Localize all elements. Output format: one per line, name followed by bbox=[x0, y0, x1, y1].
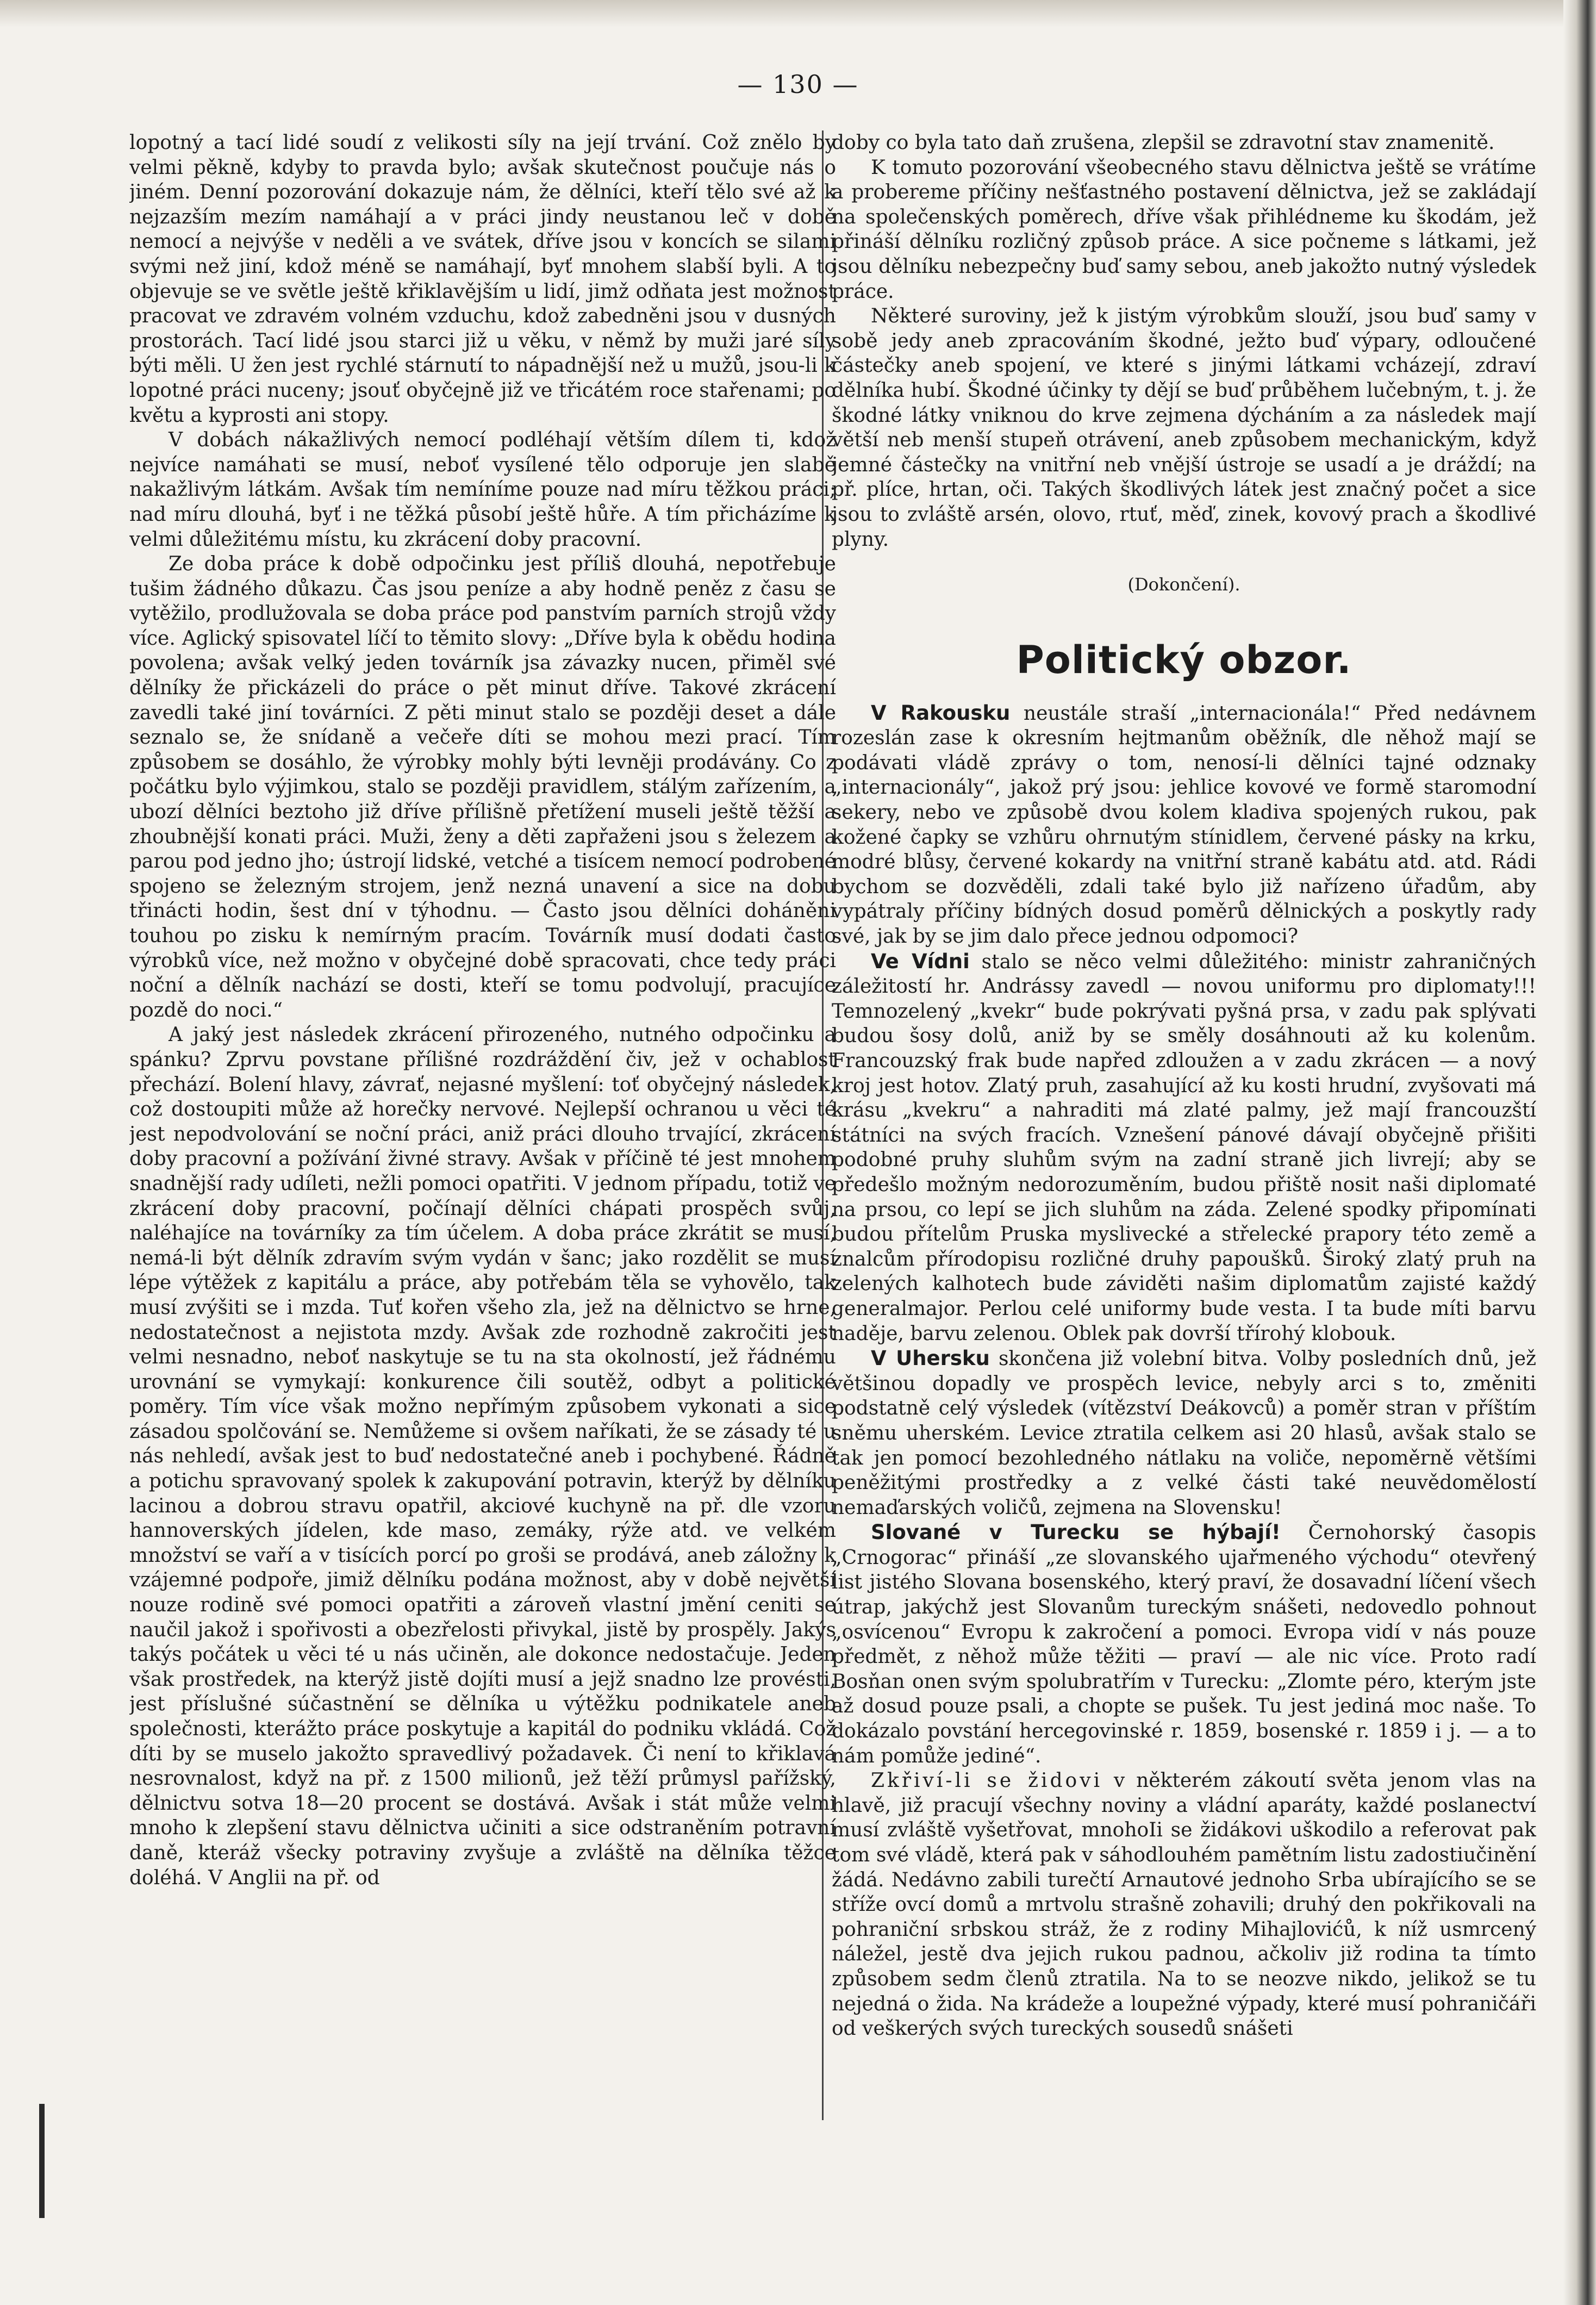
news-text: v některém zákoutí světa jenom vlas na hlavě, již pracují všechny noviny a vládní aparáty, každé poslanectví musí zvláště vyšetřovat, mnohoIi se židákovi uškodilo a referovat pak tom své vládě, která pak v sáhodlouhém pamětním listu zadostiučinění žádá. Nedávno zabili turečtí Arnautové jednoho Srba ubírajícího se se stříže ovcí domů a mrtvolu strašně zohavili; druhý den pokřikovali na pohraniční srbskou stráž, že z rodiny Mihajlovićů, k níž usmrcený náležel, jestě dva jejich rukou padnou, ačkoliv již rodina ta tímto způsobem sedm členů ztratila. Na to se neozve nikdo, jelikož se tu nejedná o žida. Na krádeže a loupežné výpady, které musí pohraničáři od veškerých svých tureckých sousedů snášeti bbox=[832, 1770, 1536, 2040]
left-paragraph: lopotný a tací lidé soudí z velikosti síly na její trvání. Což znělo by velmi pěkně, kdyby to pravda bylo; avšak skutečnost poučuje nás o jiném. Denní pozorování dokazuje nám, že dělníci, kteří tělo své až k nejzazším mezím namáhají a v práci jindy neustanou leč v době nemocí a nejvýše v neděli a ve svátek, dříve jsou v koncích se silami svými než jiní, kdož méně se namáhají, byť mnohem slabší byli. A to objevuje se ve světle ještě křiklavějším u lidí, jimž odňata jest možnost pracovat ve zdravém volném vzduchu, kdož zabedněni jsou v dusných prostorách. Tací lidé jsou starci již u věku, v němž by muži jaré síly býti měli. U žen jest rychlé stárnutí to nápadnější než u mužů, jsou-li k lopotné práci nuceny; jsouť obyčejně již ve třicátém roce stařenami; po květu a kyprosti ani stopy. bbox=[129, 132, 836, 427]
news-item bbox=[832, 949, 1536, 1347]
news-text: skončena již volební bitva. Volby posledních dnů, jež většinou dopadly ve prospěch levice, nebyly arci s to, změniti podstatně celý výsledek (vítězství Deákovců) a poměr stran v příštím sněmu uherském. Levice ztratila celkem asi 20 hlasů, avšak stalo se tak jen pomocí bezohledného nátlaku na voliče, nepoměrně většími peněžitými prostředky a z velké části také neuvědomělostí nemaďarských voličů, zejmena na Slovensku! bbox=[832, 1348, 1536, 1519]
news-text: Černohorský časopis „Crnogorac“ přináší „ze slovanského ujařmeného východu“ otevřený list jistého Slovana bosenského, který praví, že dosavadní líčení všech útrap, jakýchž jest Slovanům tureckým snášeti, nedovedlo pohnout „osvícenou“ Evropu k zakročení a pomoci. Evropa vidí v nás pouze předmět, z něhož může těžiti — praví — ale nic více. Proto radí Bosňan onen svým spolubratřím v Turecku: „Zlomte péro, kterým jste až dosud pouze psali, a chopte se pušek. Tu jest jediná moc naše. To dokázalo povstání hercegovinské r. 1859, bosenské r. 1859 i j. — a to nám pomůže jediné“. bbox=[832, 1522, 1536, 1767]
news-lead: V Rakousku bbox=[871, 701, 1011, 725]
news-item bbox=[832, 1346, 1536, 1520]
left-paragraph: V dobách nákažlivých nemocí podléhají větším dílem ti, kdož nejvíce namáhati se musí, neboť vysílené tělo odporuje jen slabě nakažlivým látkám. Avšak tím nemíníme pouze nad míru těžkou práci; nad míru dlouhá, byť i ne těžká působí ještě hůře. A tím přicházíme k velmi důležitému místu, ku zkrácení doby pracovní. bbox=[129, 429, 836, 551]
left-paragraph: Ze doba práce k době odpočinku jest příliš dlouhá, nepotřebuje tušim žádného důkazu. Čas jsou peníze a aby hodně peněz z času se vytěžilo, prodlužovala se doba práce pod panstvím parních strojů vždy více. Aglický spisovatel líčí to těmito slovy: „Dříve byla k obědu hodina povolena; avšak velký jeden továrník jsa závazky nucen, přiměl své dělníky že přickázeli do práce o pět minut dříve. Takové zkrácení zavedli také jiní továrníci. Z pěti minut stalo se později deset a dále seznalo se, že snídaně a večeře díti se mohou mezi prací. Tím způsobem se dosáhlo, že výrobky mohly býti levněji prodávány. Co z počátku bylo výjimkou, stalo se později pravidlem, stálým zařízením, a ubozí dělníci beztoho již dříve přílišně přetížení museli ještě těžší a zhoubnější konati práci. Muži, ženy a děti zapřaženi jsou s železem a parou pod jedno jho; ústrojí lidské, vetché a tisícem nemocí podrobené spojeno se železným strojem, jenž nezná unavení a sice na dobu třinácti hodin, šest dní v týhodnu. — Často jsou dělníci doháněni touhou po zisku k nemírným pracím. Továrník musí dodati často výrobků více, než možno v obyčejné době spracovati, chce tedy práci noční a dělník nachází se dosti, kteří se tomu podvolují, pracujíce pozdě do noci.“ bbox=[129, 553, 836, 1021]
margin-mark bbox=[39, 2104, 45, 2218]
news-text: stalo se něco velmi důležitého: ministr zahraničných záležitostí hr. Andrássy zavedl — novou uniformu pro diplomaty!!! Temnozelený „kvekr“ bude pokrývati pyšná prsa, v zadu pak splývati budou šosy dolů, aniž by se směly dosáhnouti až ku kolenům. Francouzský frak bude napřed zdloužen a v zadu zkrácen — a nový kroj jest hotov. Zlatý pruh, zasahující až ku kosti hrudní, zvyšovati má krásu „kvekru“ a nahraditi má zlaté palmy, jež mají francouzští státníci na svých fracích. Vznešení pánové dávají obyčejně přišiti podobné pruhy sluhům svým na zadní straně jich livrejí; aby se předešlo možným nedorozuměním, budou přiště nosit naši diplomaté na prsou, co lepí se jich sluhům na záda. Zelené spodky připomínati budou přítelům Pruska myslivecké a střelecké prapory této země a znalcům přírodopisu rozličné druhy papoušků. Široký zlatý pruh na zelených kalhotech bude záviděti našim diplomatům zajisté každý generalmajor. Perlou celé uniformy bude vesta. I ta bude míti barvu naděje, barvu zelenou. Oblek pak dovrší třírohý klobouk. bbox=[832, 950, 1536, 1345]
news-item bbox=[832, 1768, 1536, 2041]
news-lead: Zkřiví-li se židovi bbox=[871, 1770, 1103, 1792]
left-paragraph: A jaký jest následek zkrácení přirozeného, nutného odpočinku a spánku? Zprvu povstane přílišné rozdráždění čiv, jež v ochablost přechází. Bolení hlavy, závrať, nejasné myšlení: toť obyčejný následek, což dostoupiti může až horečky nervové. Nejlepší ochranou u věci té jest nepodvolování se noční práci, aniž práci dlouho trvající, zkrácení doby pracovní a požívání živné stravy. Avšak v příčině té jest mnohem snadnější rady udíleti, nežli pomoci opatřiti. V jednom případu, totiž ve zkrácení doby pracovní, počínají dělníci chápati prospěch svůj, naléhajíce na továrníky za tím účelem. A doba práce zkrátit se musí, nemá-li být dělník zdravím svým vydán v šanc; jako rozdělit se musí lépe výtěžek z kapitálu a práce, aby potřebám těla se vyhovělo, tak musí zvýšiti se i mzda. Tuť kořen všeho zla, jež na dělnictvo se hrne, nedostatečnost a nejistota mzdy. Avšak zde rozhodně zakročiti jest velmi nesnadno, neboť naskytuje se tu na sta okolností, jež řádnému urovnání se vymykají: konkurence čili soutěž, odbyt a politické poměry. Tím více však možno nepřímým způsobem vykonati a sice zásadou spolčování se. Nemůžeme si ovšem naříkati, že se zásady té u nás nehledí, avšak jest to buď nedostatečné aneb i pochybené. Řádně a potichu spravovaný spolek k zakupování potravin, kterýž by dělníku lacinou a dobrou stravu opatřil, akciové kuchyně na př. dle vzoru hannoverských jídelen, kde maso, zemáky, rýže atd. ve velkém množství se vaří a v tisících porcí po groši se prodává, aneb záložny k vzájemné podpoře, jimiž dělníku podána možnost, aby v době největší nouze rodině své pomoci opatřiti a zároveň vlastní jmění ceniti se naučil jakož i spořivosti a obezřelosti přivykal, jistě by prospěly. Jakýs takýs počátek u věci té u nás učiněn, ale dokonce nedostačuje. Jeden však prostředek, na kterýž jistě dojíti musí a jejž snadno lze provésti, jest příslušné súčastnění se dělníka u výtěžku podnikatele aneb společnosti, kterážto práce poskytuje a kapitál do podniku vkládá. Což díti by se muselo jakožto spravedlivý požadavek. Či není to křiklavá nesrovnalost, když na př. z 1500 milionů, jež těží průmysl pařížský, dělnictvu sotva 18—20 procent se dostává. Avšak i stát může velmi mnoho k zlepšení stavu dělnictva učiniti a sice odstraněním potravní daně, kteráž všecky potraviny zvyšuje a zvláště na dělníka těžce doléhá. V Anglii na př. od bbox=[129, 1024, 836, 1889]
left-column bbox=[129, 130, 836, 2196]
page-binding-edge bbox=[1563, 0, 1596, 2305]
right-paragraph: Některé suroviny, jež k jistým výrobkům slouží, jsou buď samy v sobě jedy aneb zpracováním škodné, ježto buď výpary, odloučené částečky aneb spojení, ve které s jinými látkami vcházejí, zdraví dělníka hubí. Škodné účinky ty dějí se buď průběhem lučebným, t. j. že škodné látky vniknou do krve zejmena dýcháním a za následek mají větší neb menší stupeň otrávení, aneb způsobem mechanickým, když jemné částečky na vnitřní neb vnější ústroje se usadí a je dráždí; na př. plíce, hrtan, oči. Takých škodlivých látek jest značný počet a sice jsou to zvláště arsén, olovo, rtuť, měď, zinek, kovový prach a škodlivé plyny. bbox=[832, 305, 1536, 551]
continued-note: (Dokončení). bbox=[1127, 574, 1240, 595]
news-lead: V Uhersku bbox=[871, 1347, 990, 1370]
page-number: — 130 — bbox=[737, 70, 859, 99]
page-top-shadow bbox=[0, 0, 1596, 27]
right-column bbox=[832, 130, 1536, 2196]
news-item bbox=[832, 1520, 1536, 1768]
right-paragraph: doby co byla tato daň zrušena, zlepšil se zdravotní stav znamenitě. bbox=[832, 132, 1495, 154]
right-paragraph: K tomuto pozorování všeobecného stavu dělnictva ještě se vrátíme a probereme příčiny nešťastného postavení dělnictva, jež se zakládají na společenských poměrech, dříve však přihlédneme ku škodám, jež přináší dělníku rozličný způsob práce. A sice počneme s látkami, jež jsou dělníku nebezpečny buď samy sebou, aneb jakožto nutný výsledek práce. bbox=[832, 156, 1536, 303]
news-lead: Slované v Turecku se hýbají! bbox=[871, 1521, 1281, 1544]
section-title: Politický obzor. bbox=[1016, 637, 1352, 682]
news-lead: Ve Vídni bbox=[871, 949, 970, 973]
news-item bbox=[832, 701, 1536, 949]
news-text: neustále straší „internacionála!“ Před nedávnem rozeslán zase k okresním hejtmanům oběžník, dle něhož mají se podávati vládě zprávy o tom, nenosí-li dělníci tajné odznaky „internacionály“, jakož prý jsou: jehlice kovové ve formě staromodní sekery, nebo ve způsobě dvou kolem kladiva spojených rukou, pak kožené čapky se vzhůru ohrnutým stínidlem, červené pásky na krku, modré blůsy, červené kokardy na vnitřní straně kabátu atd. atd. Rádi bychom se dozvěděli, zdali také bylo již nařízeno úřadům, aby vypátraly příčiny bídných dosud poměrů dělnických a poskytly rady své, jak by se jim dalo přece jednou odpomoci? bbox=[832, 702, 1536, 948]
